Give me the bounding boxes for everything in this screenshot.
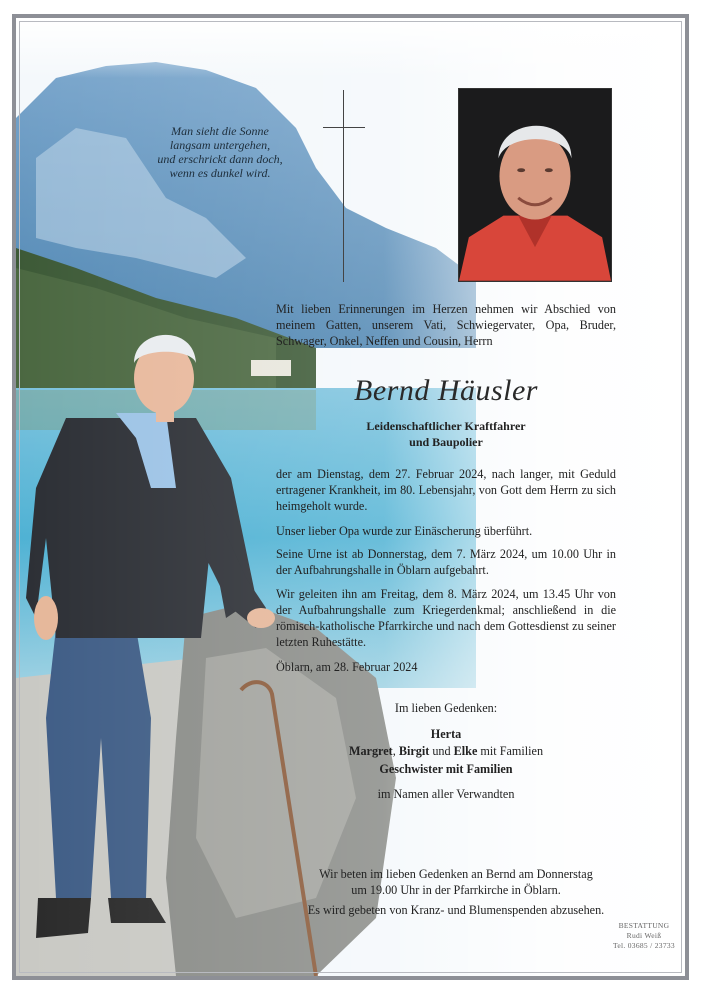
separator: und: [429, 744, 454, 758]
cremation-paragraph: Unser lieber Opa wurde zur Einäscherung überführt.: [276, 524, 533, 538]
undertaker-stamp: [599, 921, 689, 951]
occupation-line: und Baupolier: [409, 435, 483, 449]
quote-line: Man sieht die Sonne: [171, 124, 269, 138]
child-name: Elke: [453, 744, 478, 758]
child-name: Margret: [348, 744, 393, 758]
portrait-photo: [458, 88, 612, 282]
mourner-relatives: im Namen aller Verwandten: [377, 787, 515, 801]
deceased-name: Bernd Häusler: [354, 374, 538, 407]
cross-icon: [343, 90, 344, 282]
death-notice-paragraph: der am Dienstag, dem 27. Februar 2024, nach langer, mit Geduld ertragener Krankheit, im 80. Lebensjahr, von Gott dem Herrn zu sich heimgeholt wurde.: [276, 467, 616, 513]
occupation-line: Leidenschaftlicher Kraftfahrer: [366, 419, 526, 433]
mourner-children: [276, 743, 616, 759]
funeral-paragraph: Wir geleiten ihn am Freitag, dem 8. März 2024, um 13.45 Uhr von der Aufbahrungshalle zum Kriegerdenkmal; anschließend in die römisch-katholische Pfarrkirche und nach dem Gottesdienst zu seiner letzten Ruhestätte.: [276, 587, 616, 649]
undertaker-line: Rudi Weiß: [626, 931, 662, 940]
mourner-siblings: Geschwister mit Familien: [379, 762, 513, 776]
donation-notice: Es wird gebeten von Kranz- und Blumenspenden abzusehen.: [307, 903, 605, 917]
undertaker-phone: Tel. 03685 / 23733: [613, 941, 675, 950]
mourners-heading: Im lieben Gedenken:: [394, 701, 498, 715]
urn-viewing-paragraph: Seine Urne ist ab Donnerstag, dem 7. März 2024, um 10.00 Uhr in der Aufbahrungshalle in Öblarn aufgebahrt.: [276, 547, 616, 577]
separator: ,: [392, 744, 399, 758]
children-suffix: mit Familien: [477, 744, 544, 758]
cross-icon-bar: [323, 127, 365, 128]
prayer-notice-line: Wir beten im lieben Gedenken an Bernd am Donnerstag: [319, 867, 593, 881]
quote-line: wenn es dunkel wird.: [169, 166, 271, 180]
prayer-notice-line: um 19.00 Uhr in der Pfarrkirche in Öblarn.: [351, 883, 561, 897]
quote-line: und erschrickt dann doch,: [157, 152, 283, 166]
quote-line: langsam untergehen,: [169, 138, 271, 152]
portrait-illustration: [459, 89, 611, 281]
child-name: Birgit: [398, 744, 430, 758]
intro-text: Mit lieben Erinnerungen im Herzen nehmen wir Abschied von meinem Gatten, unserem Vati, Schwiegervater, Opa, Bruder, Schwager, Onkel, Neffen und Cousin, Herrn: [276, 302, 616, 348]
occupation: [276, 418, 616, 450]
memorial-quote: [120, 124, 320, 180]
mourner-spouse: Herta: [430, 727, 462, 741]
place-date: Öblarn, am 28. Februar 2024: [276, 660, 418, 674]
undertaker-line: BESTATTUNG: [618, 921, 670, 930]
